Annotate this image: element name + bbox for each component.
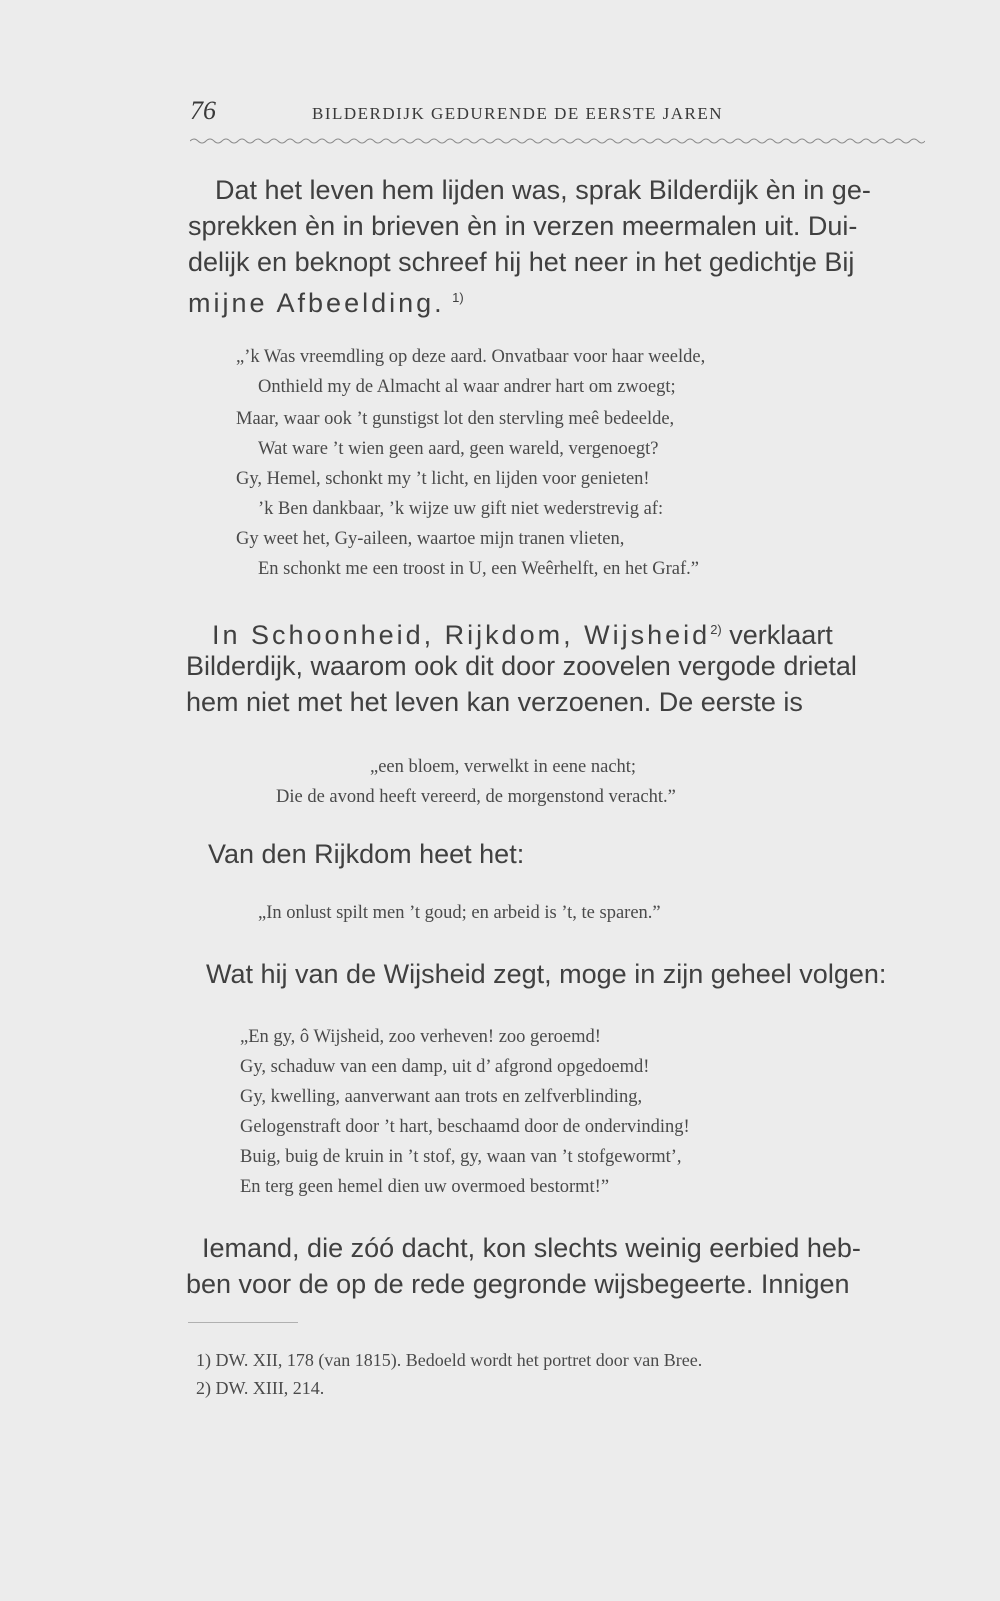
poem-title: mijne Afbeelding. — [188, 288, 445, 318]
poem4-line-2: Gy, schaduw van een damp, uit d’ afgrond opgedoemd! — [240, 1057, 650, 1077]
intro-line-1: Dat het leven hem lijden was, sprak Bilderdijk èn in ge- — [215, 175, 871, 205]
poem1-line-8: En schonkt me een troost in U, een Weêrhelft, en het Graf.” — [258, 559, 699, 579]
poem1-line-5: Gy, Hemel, schonkt my ’t licht, en lijden voor genieten! — [236, 469, 650, 489]
para5-line-2: ben voor de op de rede gegronde wijsbegeerte. Innigen — [186, 1269, 850, 1299]
poem1-line-6: ’k Ben dankbaar, ’k wijze uw gift niet wederstrevig af: — [258, 499, 664, 519]
para4: Wat hij van de Wijsheid zegt, moge in zijn geheel volgen: — [206, 959, 887, 989]
para2-line-1 — [212, 612, 833, 653]
poem1-line-7: Gy weet het, Gy-aileen, waartoe mijn tranen vlieten, — [236, 529, 625, 549]
poem4-line-4: Gelogenstraft door ’t hart, beschaamd door de ondervinding! — [240, 1117, 690, 1137]
footnote-ref-2: 2) — [710, 622, 722, 637]
poem4-line-3: Gy, kwelling, aanverwant aan trots en zelfverblinding, — [240, 1087, 643, 1107]
page-number: 76 — [190, 96, 216, 125]
intro-line-3: delijk en beknopt schreef hij het neer in het gedichtje Bij — [188, 247, 855, 277]
page-header — [190, 96, 920, 132]
poem3-line: „In onlust spilt men ’t goud; en arbeid is ’t, te sparen.” — [258, 903, 661, 923]
intro-line-2: sprekken èn in brieven èn in verzen meermalen uit. Dui- — [188, 211, 858, 241]
para3: Van den Rijkdom heet het: — [208, 839, 525, 869]
poem4-line-6: En terg geen hemel dien uw overmoed bestormt!” — [240, 1177, 610, 1197]
poem1-line-4: Wat ware ’t wien geen aard, geen wareld, vergenoegt? — [258, 439, 659, 459]
intro-line-4 — [188, 280, 464, 321]
poem2-line-1: „een bloem, verwelkt in eene nacht; — [370, 757, 637, 777]
para2-line-3: hem niet met het leven kan verzoenen. De eerste is — [186, 687, 803, 717]
footnote-1: 1) DW. XII, 178 (van 1815). Bedoeld wordt het portret door van Bree. — [196, 1350, 703, 1370]
footnote-ref-1: 1) — [452, 290, 464, 305]
poem1-line-3: Maar, waar ook ’t gunstigst lot den stervling meê bedeelde, — [236, 409, 675, 429]
para5-line-1: Iemand, die zóó dacht, kon slechts weinig eerbied heb- — [202, 1233, 861, 1263]
para2-line-2: Bilderdijk, waarom ook dit door zoovelen vergode drietal — [186, 651, 857, 681]
poem4-line-5: Buig, buig de kruin in ’t stof, gy, waan van ’t stofgewormt’, — [240, 1147, 682, 1167]
triad-title: In Schoonheid, Rijkdom, Wijsheid — [212, 620, 711, 650]
footnote-2: 2) DW. XIII, 214. — [196, 1378, 325, 1398]
poem1-line-2: Onthield my de Almacht al waar andrer hart om zwoegt; — [258, 377, 676, 397]
poem1-line-1: „’k Was vreemdling op deze aard. Onvatbaar voor haar weelde, — [236, 347, 706, 367]
footnote-separator — [188, 1322, 298, 1323]
poem4-line-1: „En gy, ô Wijsheid, zoo verheven! zoo geroemd! — [240, 1027, 601, 1047]
header-wavy-rule — [190, 136, 925, 146]
para2-line-1-rest: verklaart — [729, 620, 833, 650]
poem2-line-2: Die de avond heeft vereerd, de morgenstond veracht.” — [276, 787, 676, 807]
running-title: BILDERDIJK GEDURENDE DE EERSTE JAREN — [312, 104, 723, 123]
